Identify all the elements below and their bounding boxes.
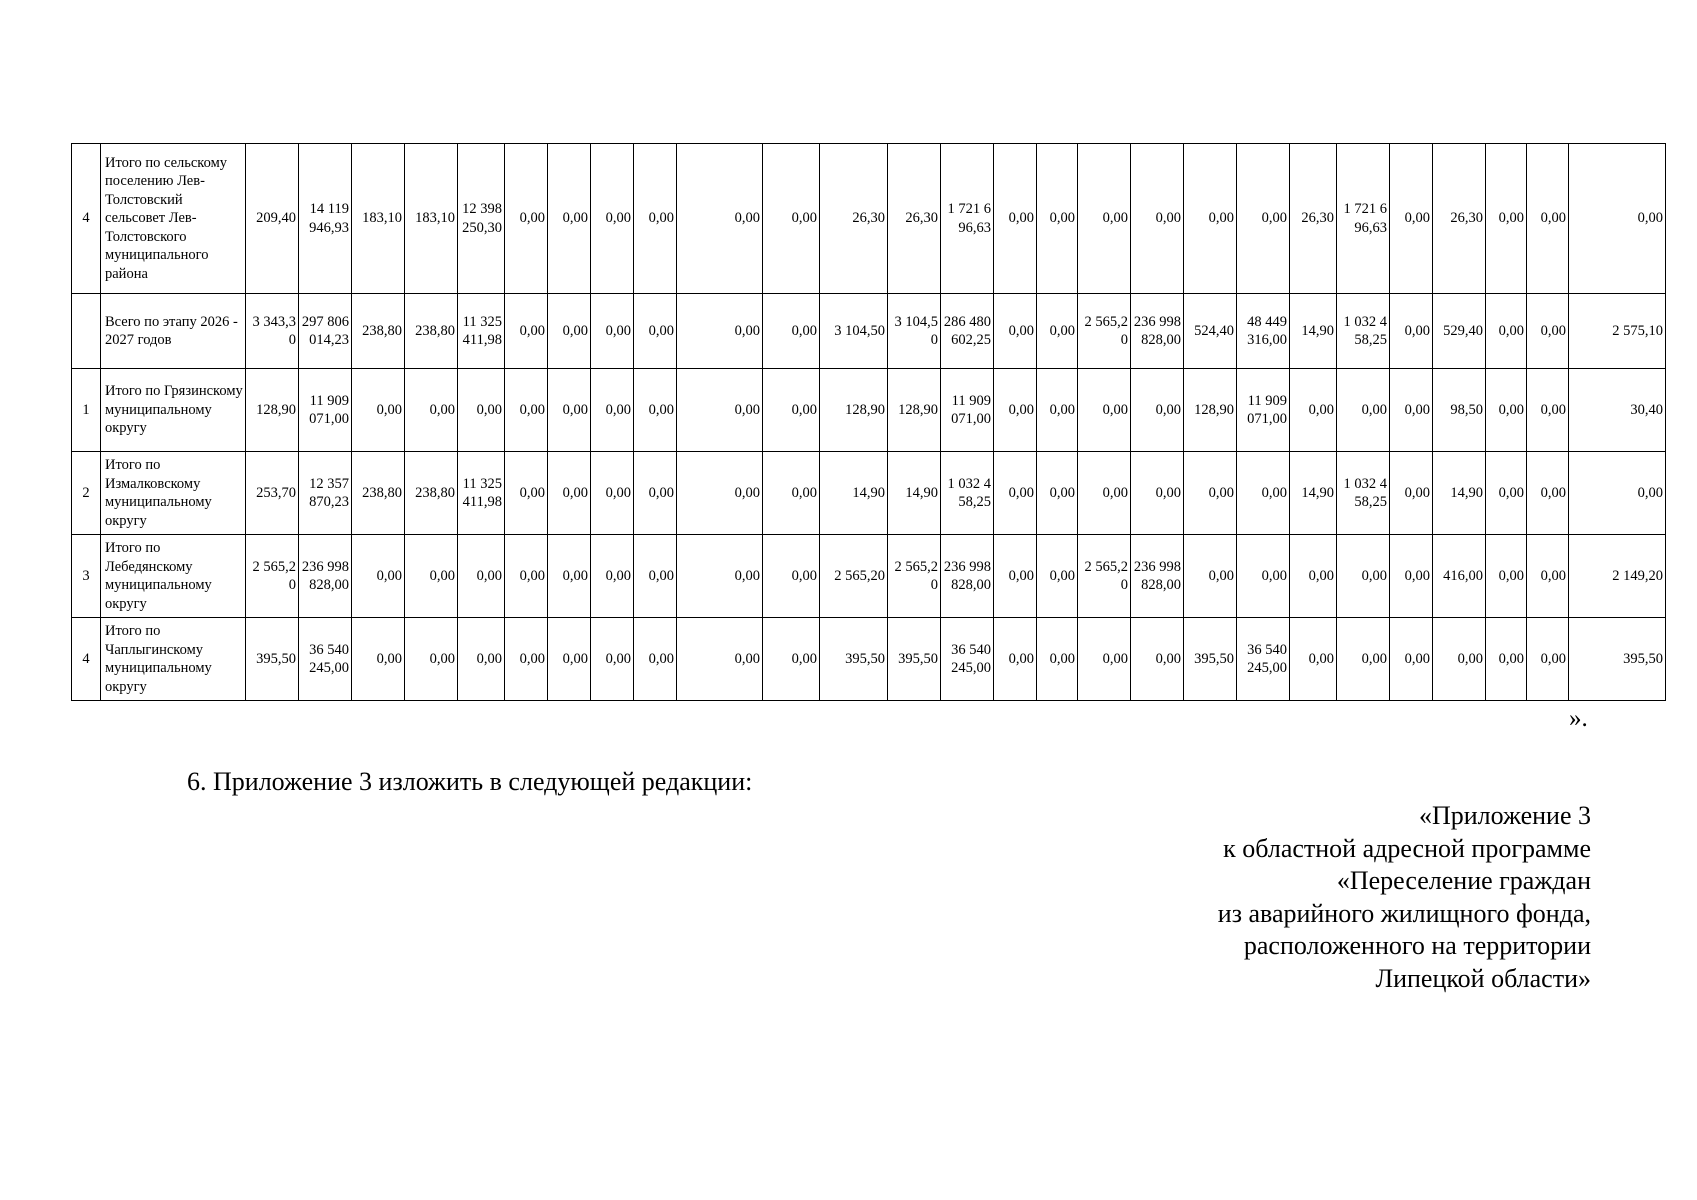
table-cell: 0,00 — [1131, 452, 1184, 535]
table-cell: 0,00 — [634, 618, 677, 701]
table-row — [72, 369, 1666, 452]
table-cell: 98,50 — [1433, 369, 1486, 452]
table-cell: 1 032 458,25 — [941, 452, 994, 535]
table-cell: 0,00 — [763, 535, 820, 618]
table-cell: 3 104,50 — [888, 294, 941, 369]
table-cell: 0,00 — [591, 618, 634, 701]
table-cell: 0,00 — [591, 535, 634, 618]
table-cell: 0,00 — [505, 294, 548, 369]
table-cell: 0,00 — [677, 294, 763, 369]
table-cell: 0,00 — [405, 369, 458, 452]
table-cell: 0,00 — [1527, 294, 1569, 369]
table-cell: 2 565,20 — [820, 535, 888, 618]
table-cell: 0,00 — [1569, 144, 1666, 294]
table-cell: 14,90 — [1290, 452, 1337, 535]
row-label-cell: Итого по Лебедянскому муниципальному округу — [101, 535, 246, 618]
table-cell: 0,00 — [1237, 144, 1290, 294]
table-cell: 395,50 — [246, 618, 299, 701]
table-cell: 236 998 828,00 — [941, 535, 994, 618]
table-cell: 0,00 — [352, 618, 405, 701]
row-number-cell: 2 — [72, 452, 101, 535]
table-cell: 0,00 — [505, 452, 548, 535]
table-cell: 0,00 — [591, 294, 634, 369]
table-cell: 2 565,20 — [1078, 535, 1131, 618]
appendix-header-line: «Приложение 3 — [1418, 801, 1591, 830]
table-cell: 0,00 — [548, 452, 591, 535]
table-cell: 236 998 828,00 — [1131, 535, 1184, 618]
table-cell: 0,00 — [1486, 452, 1527, 535]
table-cell: 0,00 — [1486, 618, 1527, 701]
table-cell: 0,00 — [548, 144, 591, 294]
table-cell: 2 565,20 — [888, 535, 941, 618]
table-cell: 395,50 — [888, 618, 941, 701]
appendix-header-line: Липецкой области» — [1375, 963, 1591, 993]
table-cell: 0,00 — [1390, 452, 1433, 535]
row-label-cell: Итого по Измалковскому муниципальному округу — [101, 452, 246, 535]
appendix-header-line: к областной адресной программе — [1223, 833, 1591, 863]
table-cell: 0,00 — [1527, 144, 1569, 294]
table-cell: 0,00 — [1237, 535, 1290, 618]
row-number-cell: 4 — [72, 618, 101, 701]
table-cell: 3 104,50 — [820, 294, 888, 369]
table-cell: 128,90 — [888, 369, 941, 452]
table-cell: 0,00 — [505, 535, 548, 618]
table-cell: 0,00 — [1131, 618, 1184, 701]
table-cell: 0,00 — [994, 144, 1037, 294]
row-label-cell: Итого по Грязинскому муниципальному округу — [101, 369, 246, 452]
table-cell: 0,00 — [458, 369, 505, 452]
table-cell: 0,00 — [405, 618, 458, 701]
table-cell: 183,10 — [405, 144, 458, 294]
table-cell: 0,00 — [548, 535, 591, 618]
table-cell: 297 806 014,23 — [299, 294, 352, 369]
table-cell: 0,00 — [1078, 618, 1131, 701]
row-number-cell: 4 — [72, 144, 101, 294]
table-cell: 14 119 946,93 — [299, 144, 352, 294]
table-cell: 0,00 — [405, 535, 458, 618]
table-cell: 395,50 — [1569, 618, 1666, 701]
table-cell: 0,00 — [677, 369, 763, 452]
row-number-cell: 1 — [72, 369, 101, 452]
table-cell: 0,00 — [1337, 369, 1390, 452]
table-cell: 0,00 — [1433, 618, 1486, 701]
table-cell: 0,00 — [1078, 452, 1131, 535]
table-cell: 0,00 — [1037, 144, 1078, 294]
table-cell: 48 449 316,00 — [1237, 294, 1290, 369]
table-cell: 0,00 — [994, 294, 1037, 369]
table-cell: 416,00 — [1433, 535, 1486, 618]
table-cell: 1 032 458,25 — [1337, 294, 1390, 369]
table-cell: 0,00 — [591, 144, 634, 294]
appendix-header-line: расположенного на территории — [1243, 931, 1591, 960]
table-cell: 128,90 — [246, 369, 299, 452]
table-cell: 3 343,30 — [246, 294, 299, 369]
appendix-header-line: из аварийного жилищного фонда, — [1217, 898, 1591, 928]
table-cell: 0,00 — [677, 144, 763, 294]
table-cell: 128,90 — [1184, 369, 1237, 452]
table-cell: 0,00 — [1290, 535, 1337, 618]
table-cell: 0,00 — [1290, 618, 1337, 701]
table-cell: 36 540 245,00 — [1237, 618, 1290, 701]
table-cell: 0,00 — [1486, 144, 1527, 294]
table-cell: 0,00 — [548, 369, 591, 452]
table-cell: 0,00 — [1184, 452, 1237, 535]
table-cell: 183,10 — [352, 144, 405, 294]
table-cell: 0,00 — [505, 369, 548, 452]
table-cell: 26,30 — [888, 144, 941, 294]
table-cell: 395,50 — [1184, 618, 1237, 701]
table-cell: 14,90 — [888, 452, 941, 535]
table-cell: 11 909 071,00 — [299, 369, 352, 452]
table-cell: 0,00 — [994, 618, 1037, 701]
table-cell: 0,00 — [634, 369, 677, 452]
table-cell: 0,00 — [505, 618, 548, 701]
table-cell: 30,40 — [1569, 369, 1666, 452]
table-cell: 395,50 — [820, 618, 888, 701]
table-cell: 0,00 — [1037, 452, 1078, 535]
table-cell: 0,00 — [1078, 144, 1131, 294]
table-cell: 286 480 602,25 — [941, 294, 994, 369]
table-cell: 0,00 — [1527, 369, 1569, 452]
table-cell: 238,80 — [352, 294, 405, 369]
table-cell: 253,70 — [246, 452, 299, 535]
table-cell: 0,00 — [1237, 452, 1290, 535]
table-cell: 26,30 — [1290, 144, 1337, 294]
table-cell: 0,00 — [763, 144, 820, 294]
table-cell: 0,00 — [591, 452, 634, 535]
table-cell: 2 565,20 — [1078, 294, 1131, 369]
table-cell: 0,00 — [1390, 369, 1433, 452]
table-cell: 0,00 — [763, 618, 820, 701]
table-row — [72, 535, 1666, 618]
table-cell: 238,80 — [405, 452, 458, 535]
table-row — [72, 144, 1666, 294]
table-cell: 0,00 — [1527, 618, 1569, 701]
table-cell: 0,00 — [634, 144, 677, 294]
table-cell: 11 325 411,98 — [458, 452, 505, 535]
table-cell: 36 540 245,00 — [941, 618, 994, 701]
table-cell: 12 398 250,30 — [458, 144, 505, 294]
table-cell: 238,80 — [405, 294, 458, 369]
table-cell: 0,00 — [994, 535, 1037, 618]
table-cell: 1 032 458,25 — [1337, 452, 1390, 535]
table-cell: 14,90 — [1290, 294, 1337, 369]
table-cell: 0,00 — [1569, 452, 1666, 535]
table-cell: 0,00 — [458, 535, 505, 618]
table-cell: 0,00 — [1037, 535, 1078, 618]
row-label-cell: Итого по Чаплыгинскому муниципальному округу — [101, 618, 246, 701]
table-cell: 0,00 — [1037, 369, 1078, 452]
table-cell: 0,00 — [1037, 618, 1078, 701]
table-cell: 0,00 — [994, 452, 1037, 535]
table-cell: 0,00 — [352, 369, 405, 452]
resettlement-data-table — [71, 143, 1666, 701]
table-cell: 14,90 — [1433, 452, 1486, 535]
table-cell: 0,00 — [1184, 535, 1237, 618]
table-cell: 0,00 — [548, 294, 591, 369]
table-cell: 236 998 828,00 — [299, 535, 352, 618]
appendix-header-line: «Переселение граждан — [1336, 866, 1591, 895]
row-number-cell — [72, 294, 101, 369]
table-cell: 0,00 — [677, 535, 763, 618]
table-cell: 128,90 — [820, 369, 888, 452]
table-cell: 0,00 — [1527, 452, 1569, 535]
row-label-cell: Всего по этапу 2026 - 2027 годов — [101, 294, 246, 369]
table-cell: 1 721 696,63 — [941, 144, 994, 294]
table-row — [72, 452, 1666, 535]
table-cell: 209,40 — [246, 144, 299, 294]
table-cell: 26,30 — [1433, 144, 1486, 294]
table-cell: 12 357 870,23 — [299, 452, 352, 535]
appendix-header-block — [1218, 800, 1591, 995]
table-cell: 11 909 071,00 — [1237, 369, 1290, 452]
table-cell: 0,00 — [1131, 144, 1184, 294]
table-cell: 11 325 411,98 — [458, 294, 505, 369]
table-cell: 0,00 — [352, 535, 405, 618]
table-cell: 0,00 — [634, 452, 677, 535]
table-cell: 0,00 — [591, 369, 634, 452]
table-cell: 0,00 — [1337, 535, 1390, 618]
table-cell: 0,00 — [1390, 535, 1433, 618]
table-cell: 0,00 — [505, 144, 548, 294]
table-cell: 2 565,20 — [246, 535, 299, 618]
table-cell: 236 998 828,00 — [1131, 294, 1184, 369]
table-cell: 0,00 — [677, 618, 763, 701]
closing-quote-mark: ». — [1569, 705, 1588, 732]
table-cell: 0,00 — [763, 452, 820, 535]
table-cell: 0,00 — [1486, 294, 1527, 369]
table-cell: 1 721 696,63 — [1337, 144, 1390, 294]
table-cell: 0,00 — [1486, 369, 1527, 452]
table-cell: 0,00 — [1184, 144, 1237, 294]
table-cell: 0,00 — [548, 618, 591, 701]
table-cell: 0,00 — [763, 369, 820, 452]
table-cell: 11 909 071,00 — [941, 369, 994, 452]
table-cell: 0,00 — [458, 618, 505, 701]
table-cell: 0,00 — [763, 294, 820, 369]
table-cell: 0,00 — [1527, 535, 1569, 618]
table-cell: 0,00 — [994, 369, 1037, 452]
table-cell: 26,30 — [820, 144, 888, 294]
table-cell: 0,00 — [1078, 369, 1131, 452]
table-cell: 0,00 — [677, 452, 763, 535]
table-cell: 0,00 — [1390, 144, 1433, 294]
table-cell: 238,80 — [352, 452, 405, 535]
table-cell: 524,40 — [1184, 294, 1237, 369]
table-cell: 0,00 — [1390, 294, 1433, 369]
table-row — [72, 618, 1666, 701]
table-cell: 0,00 — [1390, 618, 1433, 701]
amendment-paragraph: 6. Приложение 3 изложить в следующей редакции: — [187, 767, 753, 796]
table-row — [72, 294, 1666, 369]
table-cell: 0,00 — [1486, 535, 1527, 618]
table-cell: 36 540 245,00 — [299, 618, 352, 701]
table-cell: 0,00 — [1290, 369, 1337, 452]
table-cell: 529,40 — [1433, 294, 1486, 369]
row-label-cell: Итого по сельскому поселению Лев-Толстовский сельсовет Лев-Толстовского муниципального района — [101, 144, 246, 294]
table-cell: 0,00 — [634, 294, 677, 369]
table-cell: 14,90 — [820, 452, 888, 535]
table-cell: 0,00 — [634, 535, 677, 618]
row-number-cell: 3 — [72, 535, 101, 618]
table-cell: 2 149,20 — [1569, 535, 1666, 618]
table-cell: 0,00 — [1337, 618, 1390, 701]
table-cell: 2 575,10 — [1569, 294, 1666, 369]
table-cell: 0,00 — [1037, 294, 1078, 369]
table-cell: 0,00 — [1131, 369, 1184, 452]
